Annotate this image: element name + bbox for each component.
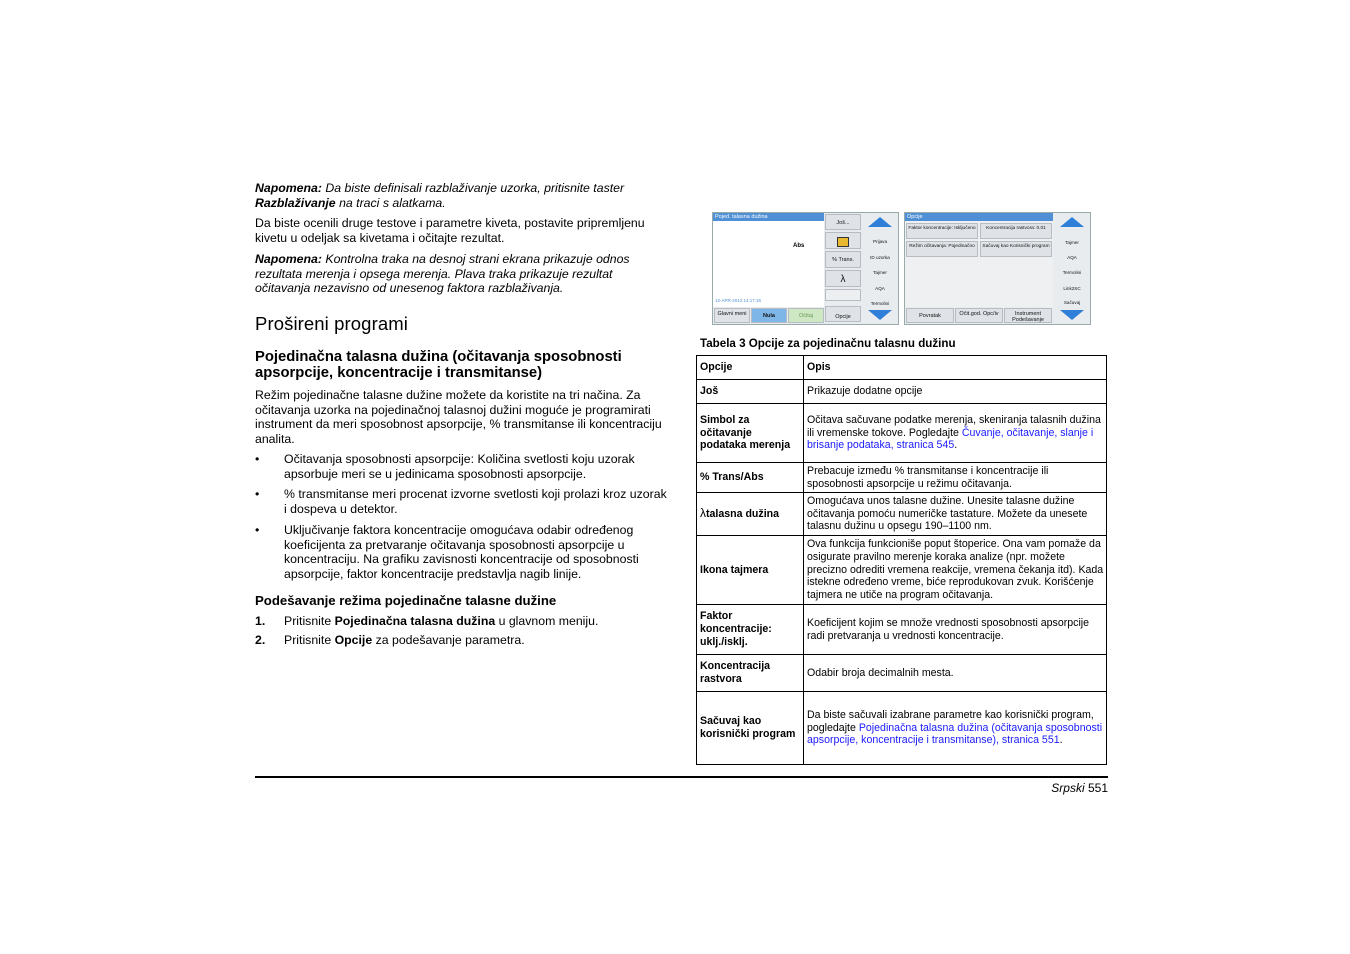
read-button[interactable]: Očitaj [788, 308, 824, 323]
scroll-down-icon[interactable] [868, 310, 892, 320]
table-row: % Trans/Abs Prebacuje između % transmitanse i koncentracije ili sposobnosti apsorpcije u režimu očitavanja. [697, 463, 1107, 493]
table-header-row [697, 356, 1107, 380]
link-single-wavelength[interactable]: Pojedinačna talasna dužina (očitavanja sposobnosti apsorpcije, koncentracije i transmitanse), stranica 551 [807, 721, 1103, 747]
bullet-icon: • [255, 523, 260, 537]
login-label[interactable]: Prijava [872, 239, 888, 244]
footer-rule [255, 776, 1108, 778]
conc-resolution-button[interactable]: Koncentracija rastvora: 0.01 [980, 223, 1052, 239]
table-row: λtalasna dužina Omogućava unos talasne dužine. Unesite talasne dužine očitavanja pomoću numeričke tastature. Možete da unesete talasnu dužinu u opsegu 190–1100 nm. [697, 493, 1107, 536]
table-row: Simbol za očitavanje podataka merenja Očitava sačuvane podatke merenja, skeniranja talasnih dužina ili vremenske tokove. Pogledajte Čuvanje, očitavanje, slanje i brisanje podataka, stranica 545. [697, 404, 1107, 463]
footer-language: Srpski [1051, 781, 1085, 795]
read-options-button[interactable]: Očit.god. Opc/iv [955, 308, 1003, 323]
wavelength-button[interactable]: λ [825, 270, 861, 287]
table-row: Sačuvaj kao korisnički program Da biste sačuvali izabrane parametre kao korisnički program, pogledajte Pojedinačna talasna dužina (očitavanja sposobnosti apsorpcije, koncentracije i transmitanse), stranica 551. [697, 692, 1107, 765]
header-options: Opcije [697, 356, 804, 380]
thermostat-label[interactable]: Termolini [870, 301, 890, 306]
bullet-icon: • [255, 452, 260, 466]
note-control-bar: Napomena: Kontrolna traka na desnoj strani ekrana prikazuje odnos rezultata merenja i opsega merenja. Plava traka prikazuje rezultat očitavanja nezavisno od unesenog faktora razblaživanja. [255, 252, 630, 295]
section-title: Prošireni programi [255, 313, 408, 334]
note-dilution: Napomena: Da biste definisali razblaživanje uzorka, pritisnite taster Razblaživanje na traci s alatkama. [255, 181, 625, 210]
reading-unit: Abs [793, 243, 805, 249]
timestamp: 12-APR-2012 14:17:16 [715, 298, 762, 303]
lambda-icon: λ [700, 506, 706, 521]
trans-abs-button[interactable]: % Trans. [825, 251, 861, 268]
thermostat-label[interactable]: Termolini [1062, 270, 1082, 275]
data-recall-icon [837, 237, 849, 247]
screenshot-single-wavelength [712, 212, 899, 325]
main-menu-button[interactable]: Glavni meni [714, 308, 750, 323]
save-user-program-button[interactable]: Sačuvaj kao Korisnički program [980, 241, 1052, 257]
table-row: Još Prikazuje dodatne opcije [697, 380, 1107, 404]
instrument-setup-button[interactable]: Instrument Podešavanje [1004, 308, 1052, 323]
paragraph-evaluate: Da biste ocenili druge testove i parametre kiveta, postavite pripremljenu kivetu u odeljak sa kivetama i očitajte rezultat. [255, 216, 645, 245]
page-footer [1000, 781, 1108, 795]
more-button[interactable]: Još... [825, 214, 861, 230]
table-row: Faktor koncentracije: uklj./isklj. Koeficijent kojim se množe vrednosti sposobnosti apsorpcije radi pretvaranja u vrednosti koncentracije. [697, 605, 1107, 655]
conc-factor-button[interactable]: Faktor koncentracije: Isključeno [906, 223, 978, 239]
screen-title: Opcije [905, 213, 1053, 221]
save-label[interactable]: Sačuvaj [1063, 300, 1081, 305]
stored-data-button[interactable] [825, 232, 861, 249]
screenshot-options [904, 212, 1091, 325]
bullet-icon: • [255, 487, 260, 501]
timer-label[interactable]: Tajmer [873, 270, 887, 275]
paragraph-modes: Režim pojedinačne talasne dužine možete da koristite na tri načina. Za očitavanja uzorka na pojedinačnoj talasnoj dužini moguće je programirati instrument da meri sposobnost apsorpcije, % transmitanse ili koncentraciju analita. [255, 388, 662, 446]
procedure-title: Podešavanje režima pojedinačne talasne dužine [255, 593, 557, 608]
table-caption: Tabela 3 Opcije za pojedinačnu talasnu dužinu [700, 337, 956, 350]
aqa-label[interactable]: AQA [1067, 255, 1077, 260]
back-button[interactable]: Povratak [906, 308, 954, 323]
screen-reading-area [713, 221, 824, 307]
subsection-title: Pojedinačna talasna dužina (očitavanja sposobnosti apsorpcije, koncentracije i transmitanse) [255, 349, 622, 381]
header-description: Opis [804, 356, 1107, 380]
scroll-down-icon[interactable] [1060, 310, 1084, 320]
link-storing-data[interactable]: Čuvanje, očitavanje, slanje i brisanje podataka, stranica 545 [807, 426, 1094, 452]
link2sc-label[interactable]: Link2SC [1063, 286, 1081, 291]
aqa-label[interactable]: AQA [875, 286, 885, 291]
options-area [905, 221, 1053, 307]
timer-label[interactable]: Tajmer [1065, 240, 1079, 245]
zero-button[interactable]: Nula [751, 308, 787, 323]
note-label: Napomena: [255, 252, 322, 266]
page-number: 551 [1087, 781, 1108, 795]
reading-mode-button[interactable]: Režim očitavanja: Pojedinačno [906, 241, 978, 257]
table-row: Ikona tajmera Ova funkcija funkcioniše poput štoperice. Ona vam pomaže da osigurate pravilno merenje koraka analize (npr. možete precizno odrediti vremena reakcije, vremena čekanja itd). Kada istekne određeno vreme, biće reprodukovan zvuk. Korišćenje tajmera ne utiče na program očitavanja. [697, 536, 1107, 605]
note-label: Napomena: [255, 181, 322, 195]
options-button[interactable]: Opcije [825, 306, 861, 322]
sample-id-label[interactable]: ID uzorka [870, 255, 890, 260]
scroll-up-icon[interactable] [868, 217, 892, 227]
disabled-button [825, 289, 861, 301]
scroll-up-icon[interactable] [1060, 217, 1084, 227]
table-row: Koncentracija rastvora Odabir broja decimalnih mesta. [697, 655, 1107, 692]
screen-title: Pojed. talasna dužina [713, 213, 824, 221]
options-table [696, 355, 1107, 765]
